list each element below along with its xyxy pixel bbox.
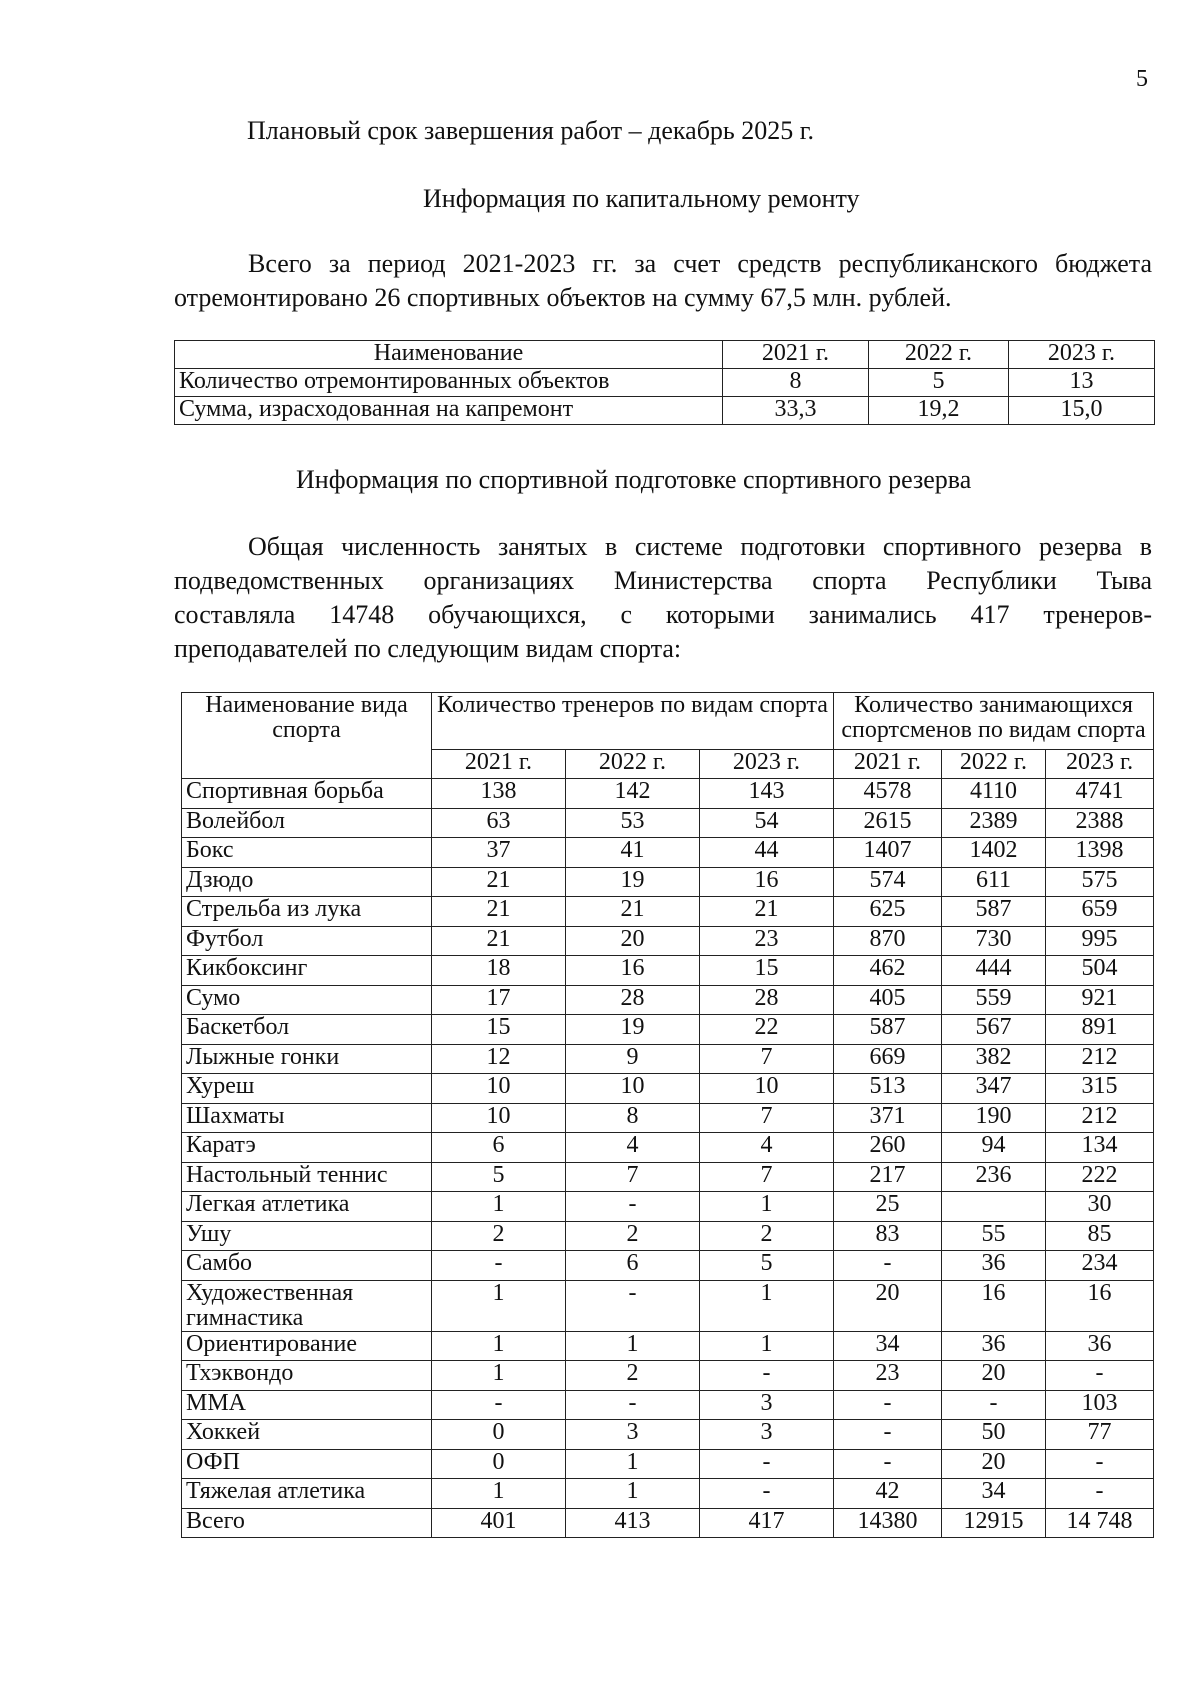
table-row — [182, 1015, 1154, 1045]
value-cell: 134 — [1046, 1133, 1154, 1163]
value-cell: 222 — [1046, 1162, 1154, 1192]
sport-name-cell: Настольный теннис — [182, 1162, 432, 1192]
value-cell: 504 — [1046, 956, 1154, 986]
table-row — [182, 985, 1154, 1015]
value-cell: 3 — [700, 1390, 834, 1420]
value-cell: 36 — [942, 1251, 1046, 1281]
value-cell: 444 — [942, 956, 1046, 986]
value-cell: 7 — [700, 1162, 834, 1192]
table-row — [182, 1074, 1154, 1104]
table-row — [182, 897, 1154, 927]
value-cell: 77 — [1046, 1420, 1154, 1450]
value-cell: 14380 — [834, 1508, 942, 1538]
value-cell: 36 — [942, 1331, 1046, 1361]
value-cell: 17 — [432, 985, 566, 1015]
value-cell: 2388 — [1046, 808, 1154, 838]
value-cell: 236 — [942, 1162, 1046, 1192]
value-cell: 16 — [1046, 1280, 1154, 1331]
value-cell: 625 — [834, 897, 942, 927]
table-row — [182, 1390, 1154, 1420]
value-cell: 21 — [432, 897, 566, 927]
value-cell: 405 — [834, 985, 942, 1015]
sports-header-year: 2022 г. — [942, 750, 1046, 779]
value-cell: 995 — [1046, 926, 1154, 956]
value-cell: 574 — [834, 867, 942, 897]
value-cell: 513 — [834, 1074, 942, 1104]
sport-name-cell: Хоккей — [182, 1420, 432, 1450]
value-cell: 1 — [432, 1280, 566, 1331]
value-cell: 20 — [566, 926, 700, 956]
table-row — [182, 1508, 1154, 1538]
value-cell: 10 — [432, 1074, 566, 1104]
value-cell: 1 — [566, 1331, 700, 1361]
value-cell: 587 — [834, 1015, 942, 1045]
value-cell: 611 — [942, 867, 1046, 897]
value-cell: 15 — [432, 1015, 566, 1045]
value-cell: 315 — [1046, 1074, 1154, 1104]
value-cell: 143 — [700, 779, 834, 809]
value-cell: 0 — [432, 1449, 566, 1479]
sports-header-name: Наименование вида спорта — [182, 693, 432, 779]
value-cell: 1 — [700, 1280, 834, 1331]
value-cell: - — [942, 1390, 1046, 1420]
value-cell: 212 — [1046, 1103, 1154, 1133]
value-cell: 21 — [566, 897, 700, 927]
sport-name-cell: Волейбол — [182, 808, 432, 838]
table-row — [182, 838, 1154, 868]
sport-name-cell: Кикбоксинг — [182, 956, 432, 986]
value-cell: 3 — [566, 1420, 700, 1450]
value-cell: 15 — [700, 956, 834, 986]
sport-name-cell: Бокс — [182, 838, 432, 868]
sports-header-year: 2023 г. — [1046, 750, 1154, 779]
value-cell: 1 — [432, 1361, 566, 1391]
sport-name-cell: Шахматы — [182, 1103, 432, 1133]
planned-deadline: Плановый срок завершения работ – декабрь 2025 г. — [247, 116, 815, 145]
value-cell: 462 — [834, 956, 942, 986]
value-cell: 42 — [834, 1479, 942, 1509]
value-cell: - — [700, 1479, 834, 1509]
repair-cell: 8 — [723, 369, 869, 397]
value-cell: 21 — [432, 867, 566, 897]
value-cell: 1 — [432, 1479, 566, 1509]
value-cell: 16 — [566, 956, 700, 986]
value-cell: 6 — [432, 1133, 566, 1163]
value-cell: 21 — [700, 897, 834, 927]
value-cell: 870 — [834, 926, 942, 956]
sport-name-cell: Футбол — [182, 926, 432, 956]
value-cell: 10 — [566, 1074, 700, 1104]
value-cell: - — [432, 1251, 566, 1281]
table-row — [182, 1103, 1154, 1133]
sport-name-cell: ММА — [182, 1390, 432, 1420]
table-row — [182, 779, 1154, 809]
value-cell: - — [1046, 1449, 1154, 1479]
value-cell: 20 — [942, 1361, 1046, 1391]
value-cell: 2 — [566, 1221, 700, 1251]
value-cell: - — [566, 1192, 700, 1222]
repair-header-year: 2021 г. — [723, 341, 869, 369]
value-cell: 16 — [700, 867, 834, 897]
value-cell: 2 — [566, 1361, 700, 1391]
repair-header-name: Наименование — [175, 341, 723, 369]
value-cell: 12 — [432, 1044, 566, 1074]
value-cell: 417 — [700, 1508, 834, 1538]
sports-table — [181, 692, 1154, 1538]
value-cell: 1 — [700, 1331, 834, 1361]
sport-name-cell: Сумо — [182, 985, 432, 1015]
value-cell: 16 — [942, 1280, 1046, 1331]
value-cell: 5 — [432, 1162, 566, 1192]
repair-cell: 13 — [1009, 369, 1155, 397]
value-cell: 7 — [566, 1162, 700, 1192]
value-cell: 0 — [432, 1420, 566, 1450]
value-cell: 5 — [700, 1251, 834, 1281]
value-cell: 3 — [700, 1420, 834, 1450]
sport-name-cell: Баскетбол — [182, 1015, 432, 1045]
page-number: 5 — [1136, 66, 1148, 92]
repair-table-header — [175, 341, 1155, 369]
sports-header-year: 2021 г. — [834, 750, 942, 779]
value-cell: 234 — [1046, 1251, 1154, 1281]
value-cell: 190 — [942, 1103, 1046, 1133]
value-cell: 1407 — [834, 838, 942, 868]
value-cell: 36 — [1046, 1331, 1154, 1361]
value-cell: 730 — [942, 926, 1046, 956]
reserve-heading: Информация по спортивной подготовке спортивного резерва — [296, 465, 972, 494]
value-cell: 347 — [942, 1074, 1046, 1104]
value-cell: 4 — [566, 1133, 700, 1163]
sports-header-year: 2021 г. — [432, 750, 566, 779]
value-cell: 138 — [432, 779, 566, 809]
value-cell: 12915 — [942, 1508, 1046, 1538]
table-row — [182, 1162, 1154, 1192]
value-cell: 1 — [566, 1479, 700, 1509]
table-row — [182, 1221, 1154, 1251]
sport-name-cell: Ориентирование — [182, 1331, 432, 1361]
value-cell: - — [566, 1280, 700, 1331]
table-row — [182, 1044, 1154, 1074]
value-cell: 4 — [700, 1133, 834, 1163]
repair-table — [174, 340, 1155, 425]
table-row — [175, 397, 1155, 425]
value-cell: 142 — [566, 779, 700, 809]
sports-header-year: 2022 г. — [566, 750, 700, 779]
repair-header-year: 2022 г. — [869, 341, 1009, 369]
value-cell: 1 — [566, 1449, 700, 1479]
table-row — [182, 1331, 1154, 1361]
value-cell: 2389 — [942, 808, 1046, 838]
repair-header-year: 2023 г. — [1009, 341, 1155, 369]
value-cell: 103 — [1046, 1390, 1154, 1420]
reserve-paragraph — [174, 530, 1152, 666]
value-cell: - — [432, 1390, 566, 1420]
value-cell: 85 — [1046, 1221, 1154, 1251]
table-row — [182, 1280, 1154, 1331]
value-cell: 34 — [942, 1479, 1046, 1509]
value-cell: 20 — [942, 1449, 1046, 1479]
sports-table-body — [182, 779, 1154, 1538]
value-cell: - — [834, 1390, 942, 1420]
sport-name-cell: ОФП — [182, 1449, 432, 1479]
value-cell: 371 — [834, 1103, 942, 1133]
sport-name-cell: Художественная гимнастика — [182, 1280, 432, 1331]
value-cell: 44 — [700, 838, 834, 868]
value-cell: 567 — [942, 1015, 1046, 1045]
repair-heading: Информация по капитальному ремонту — [423, 184, 860, 213]
value-cell: 23 — [700, 926, 834, 956]
sport-name-cell: Каратэ — [182, 1133, 432, 1163]
value-cell: 22 — [700, 1015, 834, 1045]
value-cell: 7 — [700, 1103, 834, 1133]
value-cell: 94 — [942, 1133, 1046, 1163]
value-cell: 2 — [432, 1221, 566, 1251]
value-cell: 54 — [700, 808, 834, 838]
value-cell: 18 — [432, 956, 566, 986]
sport-name-cell: Легкая атлетика — [182, 1192, 432, 1222]
repair-paragraph-line: Всего за период 2021-2023 гг. за счет средств республиканского бюджета — [248, 249, 1152, 278]
repair-paragraph-line: отремонтировано 26 спортивных объектов на сумму 67,5 млн. рублей. — [174, 283, 952, 312]
value-cell: 10 — [700, 1074, 834, 1104]
value-cell: 1398 — [1046, 838, 1154, 868]
sport-name-cell: Тяжелая атлетика — [182, 1479, 432, 1509]
value-cell: 23 — [834, 1361, 942, 1391]
value-cell: 25 — [834, 1192, 942, 1222]
value-cell: 55 — [942, 1221, 1046, 1251]
value-cell: 559 — [942, 985, 1046, 1015]
repair-cell: 19,2 — [869, 397, 1009, 425]
value-cell: 659 — [1046, 897, 1154, 927]
value-cell: 63 — [432, 808, 566, 838]
value-cell: 30 — [1046, 1192, 1154, 1222]
sports-header-athletes: Количество занимающихся спортсменов по видам спорта — [834, 693, 1154, 750]
value-cell: 50 — [942, 1420, 1046, 1450]
table-row — [182, 867, 1154, 897]
value-cell: 4578 — [834, 779, 942, 809]
repair-cell: 15,0 — [1009, 397, 1155, 425]
value-cell: 6 — [566, 1251, 700, 1281]
value-cell: - — [566, 1390, 700, 1420]
sport-name-cell: Ушу — [182, 1221, 432, 1251]
value-cell: 9 — [566, 1044, 700, 1074]
value-cell: 21 — [432, 926, 566, 956]
value-cell: 2615 — [834, 808, 942, 838]
table-row — [182, 1479, 1154, 1509]
value-cell — [942, 1192, 1046, 1222]
value-cell: 2 — [700, 1221, 834, 1251]
value-cell: 575 — [1046, 867, 1154, 897]
sport-name-cell: Стрельба из лука — [182, 897, 432, 927]
value-cell: 41 — [566, 838, 700, 868]
table-row — [182, 1133, 1154, 1163]
value-cell: 382 — [942, 1044, 1046, 1074]
sport-name-cell: Лыжные гонки — [182, 1044, 432, 1074]
sport-name-cell: Тхэквондо — [182, 1361, 432, 1391]
table-row — [182, 808, 1154, 838]
value-cell: 587 — [942, 897, 1046, 927]
value-cell: 1 — [700, 1192, 834, 1222]
value-cell: 4110 — [942, 779, 1046, 809]
value-cell: 37 — [432, 838, 566, 868]
value-cell: 212 — [1046, 1044, 1154, 1074]
value-cell: 1 — [432, 1331, 566, 1361]
value-cell: - — [700, 1449, 834, 1479]
reserve-paragraph-line: преподавателей по следующим видам спорта: — [174, 634, 682, 663]
value-cell: - — [1046, 1479, 1154, 1509]
reserve-paragraph-line: составляла 14748 обучающихся, с которыми занимались 417 тренеров- — [174, 600, 1152, 629]
value-cell: 891 — [1046, 1015, 1154, 1045]
value-cell: - — [834, 1420, 942, 1450]
table-row — [182, 1449, 1154, 1479]
value-cell: 217 — [834, 1162, 942, 1192]
value-cell: 413 — [566, 1508, 700, 1538]
value-cell: 4741 — [1046, 779, 1154, 809]
sport-name-cell: Дзюдо — [182, 867, 432, 897]
value-cell: 7 — [700, 1044, 834, 1074]
reserve-paragraph-line: Общая численность занятых в системе подготовки спортивного резерва в — [248, 532, 1152, 561]
value-cell: 1402 — [942, 838, 1046, 868]
repair-row-label: Сумма, израсходованная на капремонт — [175, 397, 723, 425]
table-row — [182, 1192, 1154, 1222]
repair-cell: 5 — [869, 369, 1009, 397]
sport-name-cell: Хуреш — [182, 1074, 432, 1104]
value-cell: 1 — [432, 1192, 566, 1222]
value-cell: - — [1046, 1361, 1154, 1391]
value-cell: 20 — [834, 1280, 942, 1331]
repair-paragraph — [174, 247, 1152, 315]
sports-header-coaches: Количество тренеров по видам спорта — [432, 693, 834, 750]
repair-row-label: Количество отремонтированных объектов — [175, 369, 723, 397]
value-cell: 10 — [432, 1103, 566, 1133]
table-row — [182, 956, 1154, 986]
value-cell: - — [834, 1449, 942, 1479]
repair-cell: 33,3 — [723, 397, 869, 425]
value-cell: - — [700, 1361, 834, 1391]
value-cell: 14 748 — [1046, 1508, 1154, 1538]
sport-name-cell: Самбо — [182, 1251, 432, 1281]
sport-name-cell: Всего — [182, 1508, 432, 1538]
value-cell: 921 — [1046, 985, 1154, 1015]
value-cell: 28 — [566, 985, 700, 1015]
table-row — [182, 1420, 1154, 1450]
value-cell: - — [834, 1251, 942, 1281]
sport-name-cell: Спортивная борьба — [182, 779, 432, 809]
table-row — [182, 1361, 1154, 1391]
value-cell: 669 — [834, 1044, 942, 1074]
value-cell: 401 — [432, 1508, 566, 1538]
value-cell: 19 — [566, 1015, 700, 1045]
reserve-paragraph-line: подведомственных организациях Министерства спорта Республики Тыва — [174, 566, 1152, 595]
table-row — [182, 926, 1154, 956]
value-cell: 34 — [834, 1331, 942, 1361]
value-cell: 53 — [566, 808, 700, 838]
value-cell: 19 — [566, 867, 700, 897]
value-cell: 83 — [834, 1221, 942, 1251]
value-cell: 260 — [834, 1133, 942, 1163]
table-row — [175, 369, 1155, 397]
sports-header-year: 2023 г. — [700, 750, 834, 779]
value-cell: 28 — [700, 985, 834, 1015]
table-row — [182, 1251, 1154, 1281]
value-cell: 8 — [566, 1103, 700, 1133]
sports-table-header — [182, 693, 1154, 750]
